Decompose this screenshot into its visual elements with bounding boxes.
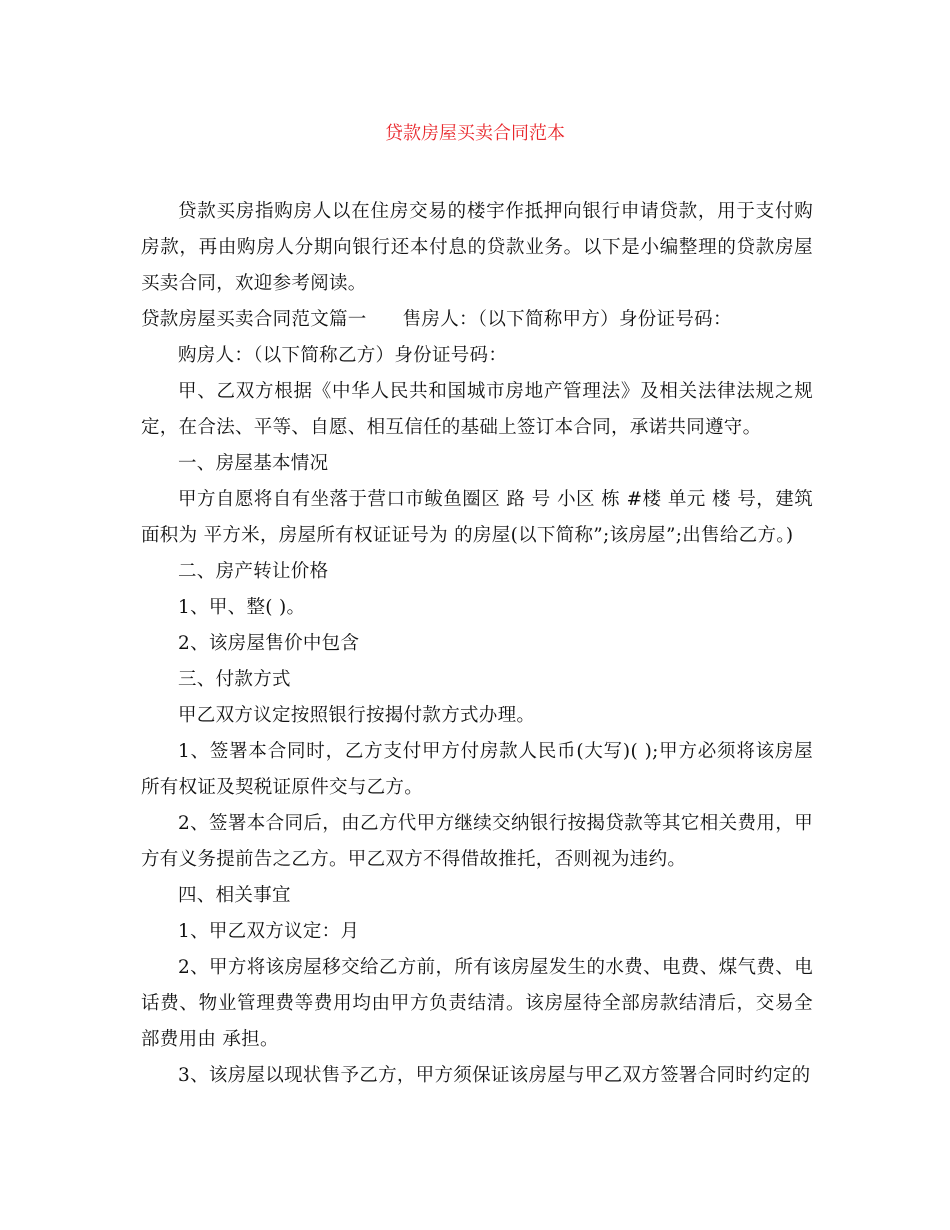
buyer-line: 购房人：（以下简称乙方）身份证号码： [178,345,508,366]
payment-paragraph: 甲乙双方议定按照银行按揭付款方式办理。 [178,705,536,726]
payment-item-2: 2、签署本合同后，由乙方代甲方继续交纳银行按揭贷款等其它相关费用，甲方有义务提前告之乙方。甲乙双方不得借故推托，否则视为违约。 [141,813,813,870]
related-item-2: 2、甲方将该房屋移交给乙方前，所有该房屋发生的水费、电费、煤气费、电话费、物业管理费等费用均由甲方负责结清。该房屋待全部房款结清后，交易全部费用由 承担。 [141,957,813,1050]
intro-paragraph: 贷款买房指购房人以在住房交易的楼宇作抵押向银行申请贷款，用于支付购房款，再由购房人分期向银行还本付息的贷款业务。以下是小编整理的贷款房屋买卖合同，欢迎参考阅读。 [141,201,813,294]
document-title: 贷款房屋买卖合同范本 [385,123,565,144]
heading-house-info: 一、房屋基本情况 [178,453,329,474]
document-body [141,194,813,1094]
house-info-paragraph: 甲方自愿将自有坐落于营口市鲅鱼圈区 路 号 小区 栋 #楼 单元 楼 号，建筑面积为 平方米，房屋所有权证证号为 的房屋(以下简称”;该房屋”;出售给乙方。) [141,489,813,546]
heading-related-matters: 四、相关事宜 [178,885,291,906]
seller-line: 售房人：（以下简称甲方）身份证号码： [402,309,732,330]
payment-item-1: 1、签署本合同时，乙方支付甲方付房款人民币(大写)( );甲方必须将该房屋所有权证及契税证原件交与乙方。 [141,741,813,798]
section-heading: 贷款房屋买卖合同范文篇一 [141,309,367,330]
price-item-2: 2、该房屋售价中包含 [178,633,360,654]
section-heading-line [141,302,813,338]
heading-payment: 三、付款方式 [178,669,291,690]
heading-price: 二、房产转让价格 [178,561,329,582]
basis-paragraph: 甲、乙双方根据《中华人民共和国城市房地产管理法》及相关法律法规之规定，在合法、平等、自愿、相互信任的基础上签订本合同，承诺共同遵守。 [141,381,813,438]
related-item-1: 1、甲乙双方议定：月 [178,921,360,942]
price-item-1: 1、甲、整( )。 [178,597,306,618]
related-item-3: 3、该房屋以现状售予乙方，甲方须保证该房屋与甲乙双方签署合同时约定的 [178,1065,811,1086]
